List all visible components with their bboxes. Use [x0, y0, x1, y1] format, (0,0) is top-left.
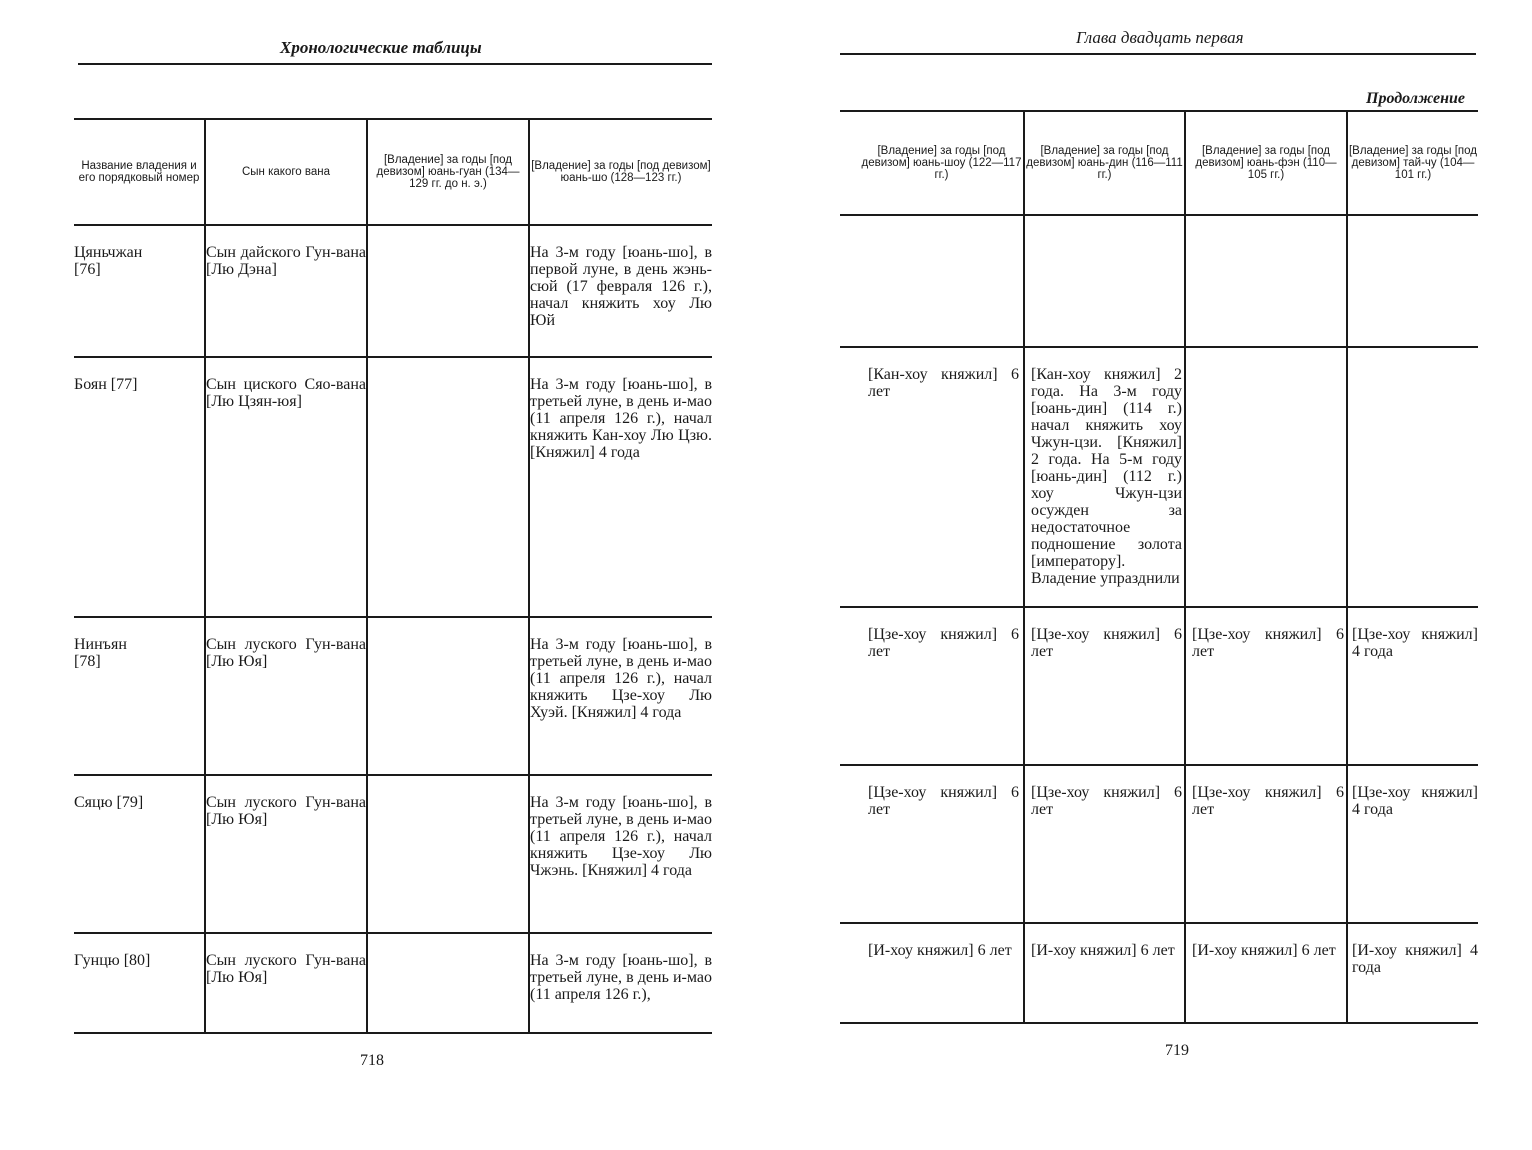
left-table: [74, 118, 712, 1034]
continuation-label: Продолжение: [1366, 90, 1465, 107]
table-row: [840, 347, 1478, 607]
period-cell: [И-хоу княжил] 4 года: [1352, 942, 1478, 976]
period-cell: [Цзе-хоу княжил] 6 лет: [868, 784, 1019, 818]
page-number-left: 718: [360, 1052, 384, 1069]
period-cell: [Цзе-хоу княжил] 4 года: [1352, 784, 1478, 818]
table-row: [74, 357, 712, 617]
period-cell: На 3-м году [юань-шо], в третьей луне, в день и-мао (11 апреля 126 г.), начал княжить Цзе-хоу Лю Чжэнь. [Княжил] 4 года: [530, 794, 712, 879]
right-page: [760, 0, 1532, 1150]
territory-name: Сяцю [79]: [74, 794, 144, 811]
left-page: [0, 0, 760, 1150]
head-rule-right: [840, 53, 1476, 55]
table-row: [74, 933, 712, 1033]
territory-name: Боян [77]: [74, 376, 138, 393]
table-row: [840, 923, 1478, 1023]
table-row: [840, 607, 1478, 765]
territory-name: Гунцю [80]: [74, 952, 151, 969]
table-row: [74, 775, 712, 933]
period-cell: [Кан-хоу княжил] 2 года. На 3-м году [юань-дин] (114 г.) начал княжить хоу Чжун-цзи. [Княжил] 2 года. На 5-м году [юань-дин] (112 г.) хоу Чжун-цзи осужден за недостаточное подношение золота [императору]. Владение упразднили: [1031, 366, 1182, 587]
period-cell: [Цзе-хоу княжил] 4 года: [1352, 626, 1478, 660]
father-cell: Сын луского Гун-вана [Лю Юя]: [206, 952, 366, 986]
running-head-right: Глава двадцать первая: [1076, 28, 1244, 47]
period-cell: [Кан-хоу княжил] 6 лет: [868, 366, 1019, 400]
page-number-right: 719: [1165, 1042, 1189, 1059]
period-cell: На 3-м году [юань-шо], в третьей луне, в день и-мао (11 апреля 126 г.),: [530, 952, 712, 1003]
territory-name: Цяньчжан [76]: [74, 244, 143, 278]
table-row: [74, 225, 712, 357]
period-cell: На 3-м году [юань-шо], в третьей луне, в день и-мао (11 апреля 126 г.), начал княжить Цзе-хоу Лю Хуэй. [Княжил] 4 года: [530, 636, 712, 721]
father-cell: Сын циского Сяо-вана [Лю Цзян-юя]: [206, 376, 366, 410]
column-header: [Владение] за годы [под девизом] юань-дин (116—111 гг.): [1024, 111, 1185, 215]
period-cell: [Цзе-хоу княжил] 6 лет: [1192, 784, 1344, 818]
territory-name: Нинъян [78]: [74, 636, 127, 670]
right-table: [840, 110, 1478, 1024]
column-header: Сын какого вана: [205, 119, 367, 225]
period-cell: [И-хоу княжил] 6 лет: [1192, 942, 1336, 959]
father-cell: Сын луского Гун-вана [Лю Юя]: [206, 794, 366, 828]
column-header: [Владение] за годы [под девизом] юань-шо (128—123 гг.): [529, 119, 712, 225]
father-cell: Сын луского Гун-вана [Лю Юя]: [206, 636, 366, 670]
table-row: [74, 617, 712, 775]
column-header: [Владение] за годы [под девизом] юань-фэн (110—105 гг.): [1185, 111, 1347, 215]
column-header: [Владение] за годы [под девизом] юань-шоу (122—117 гг.): [840, 111, 1024, 215]
head-rule-left: [78, 63, 712, 65]
period-cell: [И-хоу княжил] 6 лет: [1031, 942, 1175, 959]
column-header: Название владения и его порядковый номер: [74, 119, 205, 225]
column-header: [Владение] за годы [под девизом] тай-чу (104—101 гг.): [1347, 111, 1478, 215]
period-cell: [Цзе-хоу княжил] 6 лет: [1031, 626, 1182, 660]
father-cell: Сын дайского Гун-вана [Лю Дэна]: [206, 244, 366, 278]
period-cell: [Цзе-хоу княжил] 6 лет: [868, 626, 1019, 660]
period-cell: [И-хоу княжил] 6 лет: [868, 942, 1012, 959]
running-head-left: Хронологические таблицы: [280, 38, 482, 57]
period-cell: На 3-м году [юань-шо], в третьей луне, в день и-мао (11 апреля 126 г.), начал княжить Кан-хоу Лю Цзю. [Княжил] 4 года: [530, 376, 712, 461]
period-cell: [Цзе-хоу княжил] 6 лет: [1192, 626, 1344, 660]
period-cell: На 3-м году [юань-шо], в первой луне, в день жэнь-сюй (17 февраля 126 г.), начал княжить хоу Лю Юй: [530, 244, 712, 329]
period-cell: [Цзе-хоу княжил] 6 лет: [1031, 784, 1182, 818]
column-header: [Владение] за годы [под девизом] юань-гуан (134—129 гг. до н. э.): [367, 119, 529, 225]
table-row: [840, 215, 1478, 347]
table-row: [840, 765, 1478, 923]
